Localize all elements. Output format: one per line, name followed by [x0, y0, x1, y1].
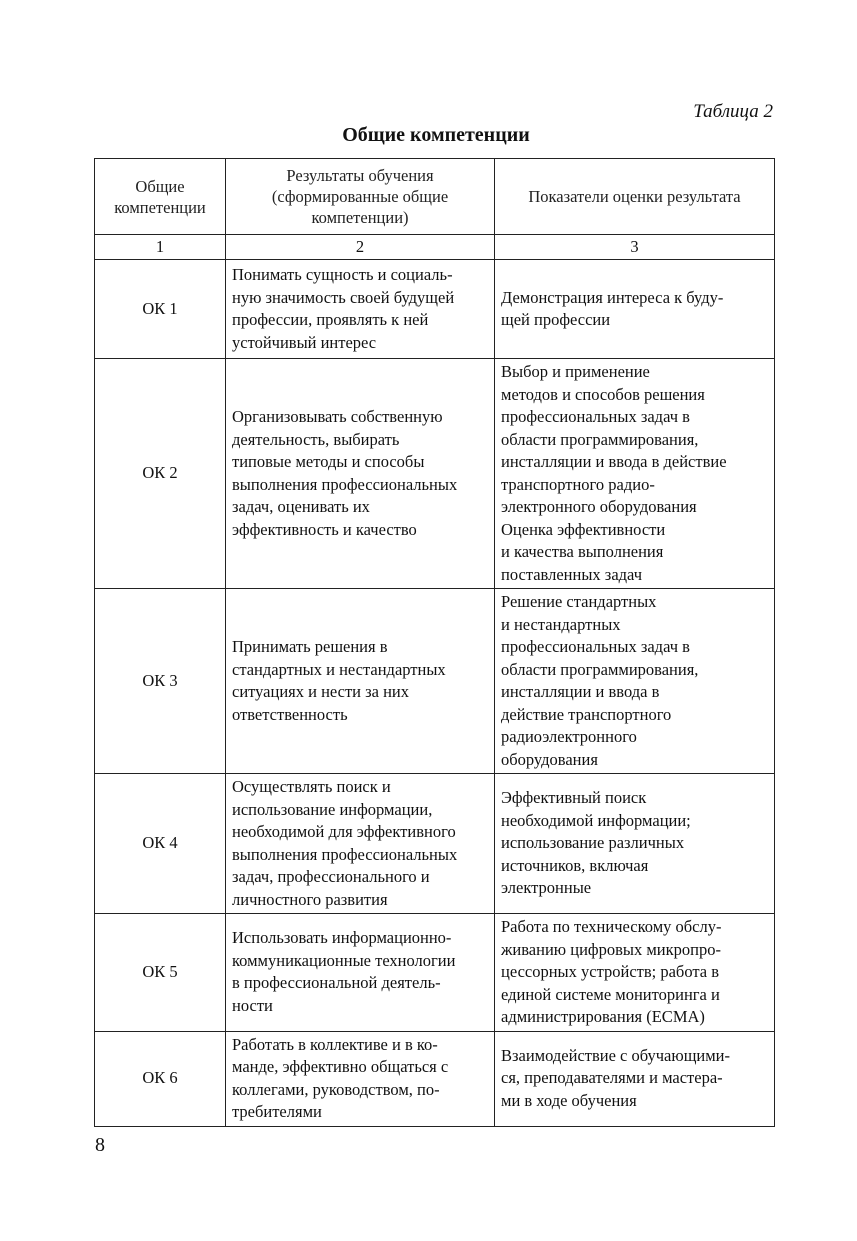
learning-result: Использовать информационно- коммуникационные технологии в профессиональной деятель- ности: [226, 914, 495, 1032]
assessment-indicator: Взаимодействие с обучающими- ся, преподавателями и мастера- ми в ходе обучения: [495, 1031, 775, 1126]
learning-result: Осуществлять поиск и использование информации, необходимой для эффективного выполнения профессиональных задач, профессионального и личностного развития: [226, 774, 495, 914]
learning-result: Организовывать собственную деятельность, выбирать типовые методы и способы выполнения профессиональных задач, оценивать их эффективность и качество: [226, 359, 495, 589]
assessment-indicator: Работа по техническому обслу- живанию цифровых микропро- цессорных устройств; работа в единой системе мониторинга и администрирования (ЕСМА): [495, 914, 775, 1032]
assessment-indicator: Демонстрация интереса к буду- щей профессии: [495, 260, 775, 359]
learning-result: Принимать решения в стандартных и нестандартных ситуациях и нести за них ответственность: [226, 589, 495, 774]
table-row: [95, 260, 775, 359]
competency-code: ОК 3: [95, 589, 226, 774]
competency-code: ОК 1: [95, 260, 226, 359]
competency-code: ОК 4: [95, 774, 226, 914]
header-indicators: Показатели оценки результата: [495, 159, 775, 235]
column-number-1: 1: [95, 235, 226, 260]
header-competencies: Общие компетенции: [95, 159, 226, 235]
column-number-row: [95, 235, 775, 260]
learning-result: Понимать сущность и социаль- ную значимость своей будущей профессии, проявлять к ней устойчивый интерес: [226, 260, 495, 359]
header-learning-results: Результаты обучения (сформированные общие компетенции): [226, 159, 495, 235]
table-label: Таблица 2: [693, 101, 773, 122]
page-number: 8: [95, 1134, 105, 1156]
assessment-indicator: Решение стандартных и нестандартных профессиональных задач в области программирования, инсталляции и ввода в действие транспортного радиоэлектронного оборудования: [495, 589, 775, 774]
table-row: [95, 359, 775, 589]
column-number-3: 3: [495, 235, 775, 260]
competencies-table: [94, 158, 775, 1127]
table-row: [95, 1031, 775, 1126]
learning-result: Работать в коллективе и в ко- манде, эффективно общаться с коллегами, руководством, по- требителями: [226, 1031, 495, 1126]
competency-code: ОК 2: [95, 359, 226, 589]
header-row: [95, 159, 775, 235]
table-row: [95, 774, 775, 914]
assessment-indicator: Эффективный поиск необходимой информации; использование различных источников, включая электронные: [495, 774, 775, 914]
table-title: Общие компетенции: [342, 124, 530, 146]
competency-code: ОК 6: [95, 1031, 226, 1126]
column-number-2: 2: [226, 235, 495, 260]
assessment-indicator: Выбор и применение методов и способов решения профессиональных задач в области программирования, инсталляции и ввода в действие транспортного радио- электронного оборудования Оценка эффективности и качества выполнения поставленных задач: [495, 359, 775, 589]
table-row: [95, 914, 775, 1032]
table-row: [95, 589, 775, 774]
competency-code: ОК 5: [95, 914, 226, 1032]
